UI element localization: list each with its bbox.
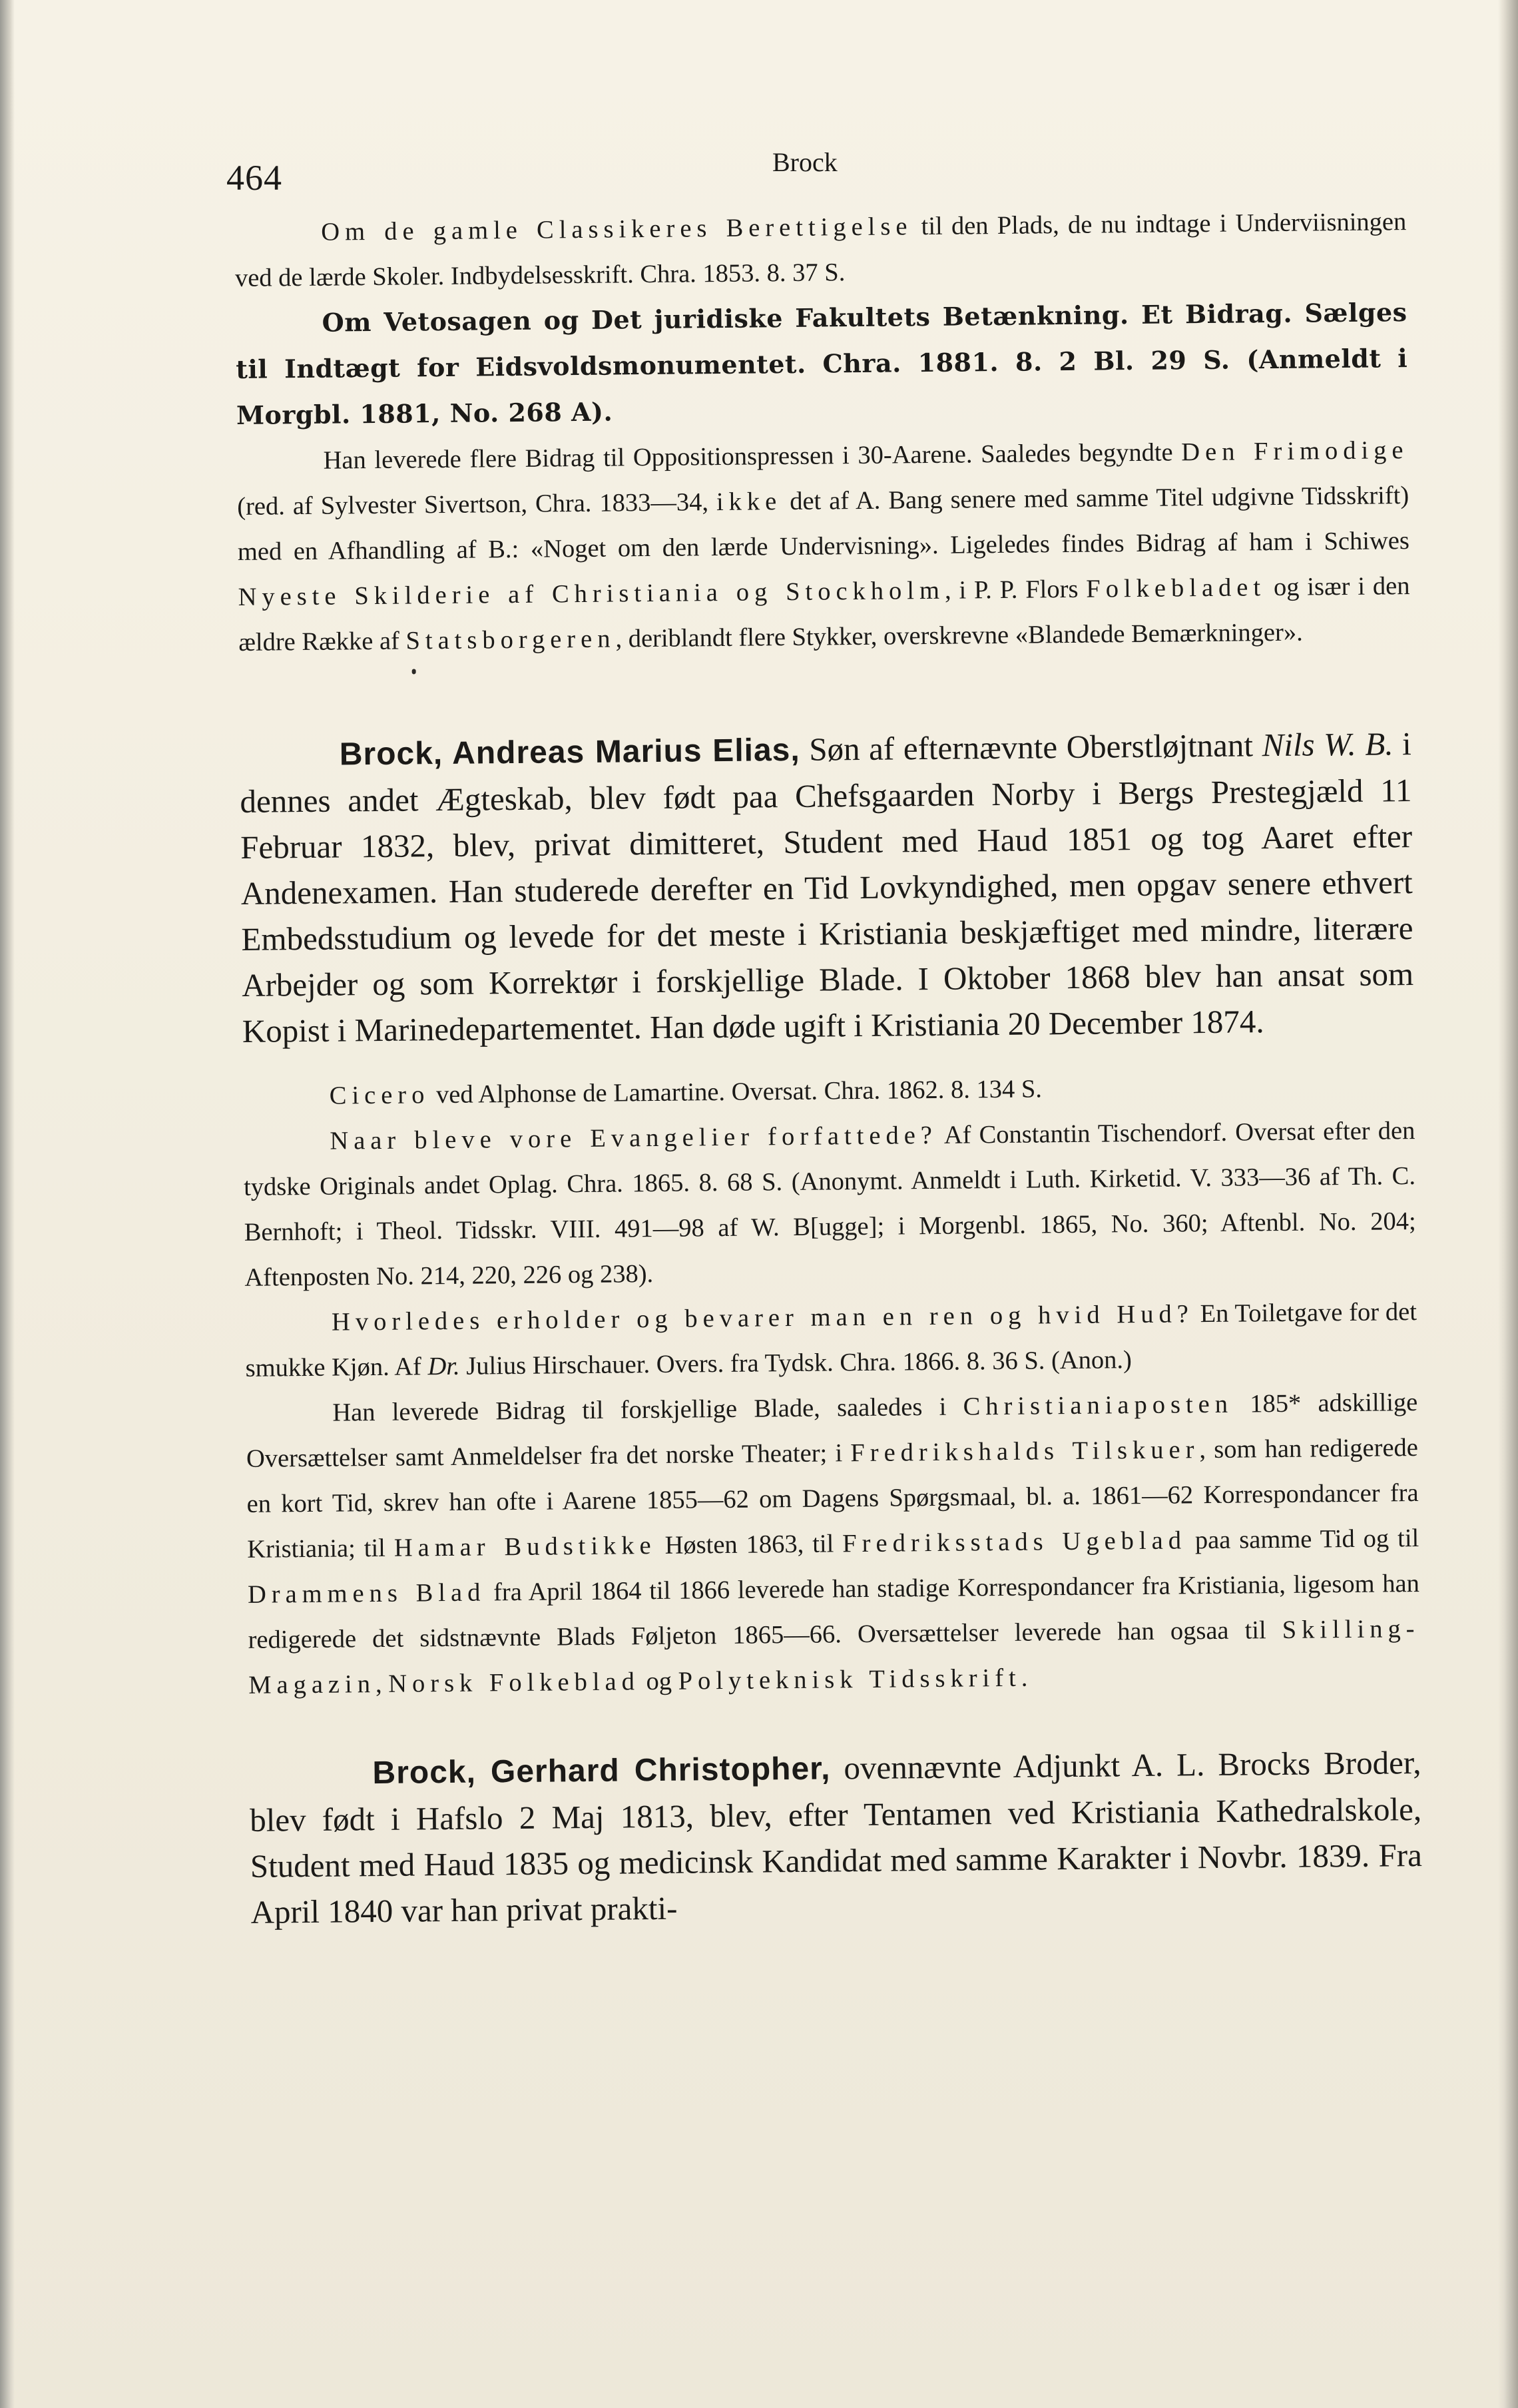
paragraph-text: Han leverede flere Bidrag til Oppositionspressen i 30-Aarene. Saaledes begyndte xyxy=(323,438,1182,475)
paragraph-text: , xyxy=(375,1669,389,1699)
paragraph-text: (red. af Sylvester Sivertson, Chra. 1833—34, xyxy=(237,488,717,521)
bibliography-item xyxy=(234,199,1407,301)
page-edge-left xyxy=(0,0,15,2408)
paragraph-text: paa samme Tid og til xyxy=(1186,1524,1419,1555)
periodical-title: Fredrikshalds Tilskuer xyxy=(850,1436,1200,1468)
periodical-title: Norsk Folkeblad xyxy=(388,1667,640,1698)
paragraph-text: det af A. Bang senere med samme Titel udgivne Tidsskrift) med en Afhandling af B.: «Noget om den lærde Undervisning». Ligeledes findes Bidrag af ham i Schiwes xyxy=(237,481,1410,566)
work-title: Cicero xyxy=(329,1081,430,1110)
work-details: Dr. xyxy=(427,1352,460,1381)
paragraph-text: og xyxy=(639,1667,678,1696)
page-content xyxy=(234,199,1423,1935)
periodical-title: Nyeste Skilderie af Christiania og Stockholm xyxy=(238,576,945,611)
paragraph-text: Høsten 1863, til xyxy=(656,1530,843,1560)
work-details: til den Plads, de nu indtage i Underviisningen ved de lærde Skoler. Indbydelsesskrift. Chra. 1853. 8. 37 S. xyxy=(234,208,1407,292)
paragraph-text: fra April 1864 til 1866 leverede han stadige Korrespondancer fra Kristiania, ligesom han redigerede det sidstnævnte Blads Føljeton 1865—66. Oversættelser leverede han ogsaa til xyxy=(248,1570,1420,1654)
work-title: Naar bleve vore Evangelier forfattede? xyxy=(330,1121,938,1155)
bibliography-item xyxy=(235,290,1408,439)
periodical-title: Folkebladet xyxy=(1086,573,1266,603)
periodical-title: Drammens Blad xyxy=(247,1578,486,1609)
work-details: Af Constantin Tischendorf. Oversat efter den tydske Originals andet Oplag. Chra. 1865. 8. 68 S. (Anonymt. Anmeldt i Luth. Kirketid. V. 333—36 af Th. C. Bernhoft; i Theol. Tidsskr. VIII. 491—98 af W. B[ugge]; i Morgenbl. 1865, No. 360; Aftenbl. No. 204; Aftenposten No. 214, 220, 226 og 238). xyxy=(243,1117,1416,1292)
entry-name: Brock, Gerhard Christopher, xyxy=(372,1751,831,1791)
paragraph-text: og især i den ældre Række af xyxy=(238,572,1410,657)
periodical-title: Statsborgeren xyxy=(405,625,616,655)
biography-text: ovennævnte Adjunkt A. L. Brocks Broder, blev født i Hafslo 2 Maj 1813, blev, efter Tentamen ved Kristiania Kathedralskole, Student med Haud 1835 og medicinsk Kandidat med samme Karakter i Novbr. 1839. Fra April 1840 var han privat prakti- xyxy=(249,1743,1423,1931)
contribution-paragraph xyxy=(236,428,1410,665)
work-details: ved Alphonse de Lamartine. Oversat. Chra. 1862. 8. 134 S. xyxy=(429,1075,1043,1109)
paragraph-text: , som han redigerede en kort Tid, skrev han ofte i Aarene 1855—62 om Dagens Spørgsmaal, bl. a. 1861—62 Korrespondancer fra Kristiania; til xyxy=(246,1434,1419,1564)
paragraph-text: 185* adskillige Oversættelser samt Anmeldelser fra det norske Theater; i xyxy=(246,1388,1418,1473)
bibliography-item xyxy=(243,1108,1417,1301)
periodical-title: Den Frimodige xyxy=(1181,436,1409,467)
page-header xyxy=(226,147,1398,206)
biography-text: Søn af efternævnte Oberstløjtnant xyxy=(800,727,1262,768)
father-name: Nils W. B. xyxy=(1262,725,1393,764)
biography-text: i dennes andet Ægteskab, blev født paa Chefsgaarden Norby i Bergs Prestegjæld 11 Februar 1832, blev, privat dimitteret, Student med Haud 1851 og tog Aaret efter Andenexamen. Han studerede derefter en Tid Lovkyndighed, men opgav senere ethvert Embedsstudium og levede for det meste i Kristiania beskjæftiget med mindre, literære Arbejder og som Korrektør i forskjellige Blade. I Oktober 1868 blev han ansat som Kopist i Marinedepartementet. Han døde ugift i Kristiania 20 December 1874. xyxy=(240,725,1414,1050)
work-details: Julius Hirschauer. Overs. fra Tydsk. Chra. 1866. 8. 36 S. (Anon.) xyxy=(459,1346,1133,1380)
work-title: Om de gamle Classikeres Berettigelse xyxy=(321,212,913,246)
periodical-title: Christianiaposten xyxy=(963,1390,1234,1421)
running-title: Brock xyxy=(772,147,838,177)
biography-entry xyxy=(249,1739,1423,1935)
paragraph-text: . xyxy=(1021,1663,1028,1692)
page-number: 464 xyxy=(226,158,282,198)
work-title: Om Vetosagen og Det juridiske Fakultets Betænkning. xyxy=(322,300,1129,338)
work-title: Hvorledes erholder og bevarer man en ren og hvid Hud? xyxy=(331,1300,1194,1337)
periodical-title: Hamar Budstikke xyxy=(393,1532,656,1562)
emphasis-text: ikke xyxy=(716,487,782,517)
bibliography-item xyxy=(245,1289,1417,1391)
paragraph-text: , i P. P. Flors xyxy=(944,575,1087,605)
contribution-paragraph xyxy=(246,1380,1420,1708)
work-details: Et Bidrag. Sælges til Indtægt for Eidsvoldsmonumentet. Chra. 1881. 8. 2 Bl. 29 S. (Anmeldt i Morgbl. 1881, No. 268 A). xyxy=(236,297,1408,430)
periodical-title: Fredriksstads Ugeblad xyxy=(842,1526,1187,1558)
page-edge-right xyxy=(1498,0,1518,2408)
periodical-title: Polyteknisk Tidsskrift xyxy=(678,1663,1021,1695)
work-details: En Toiletgave for det smukke Kjøn. Af xyxy=(245,1298,1417,1382)
paragraph-text: Han leverede Bidrag til forskjellige Blade, saaledes i xyxy=(332,1392,963,1427)
biography-entry xyxy=(240,721,1415,1054)
periodical-title: Skilling-Magazin xyxy=(248,1615,1420,1699)
entry-name: Brock, Andreas Marius Elias, xyxy=(339,732,800,772)
paragraph-text: , deriblandt flere Stykker, overskrevne «Blandede Bemærkninger». xyxy=(615,618,1303,653)
